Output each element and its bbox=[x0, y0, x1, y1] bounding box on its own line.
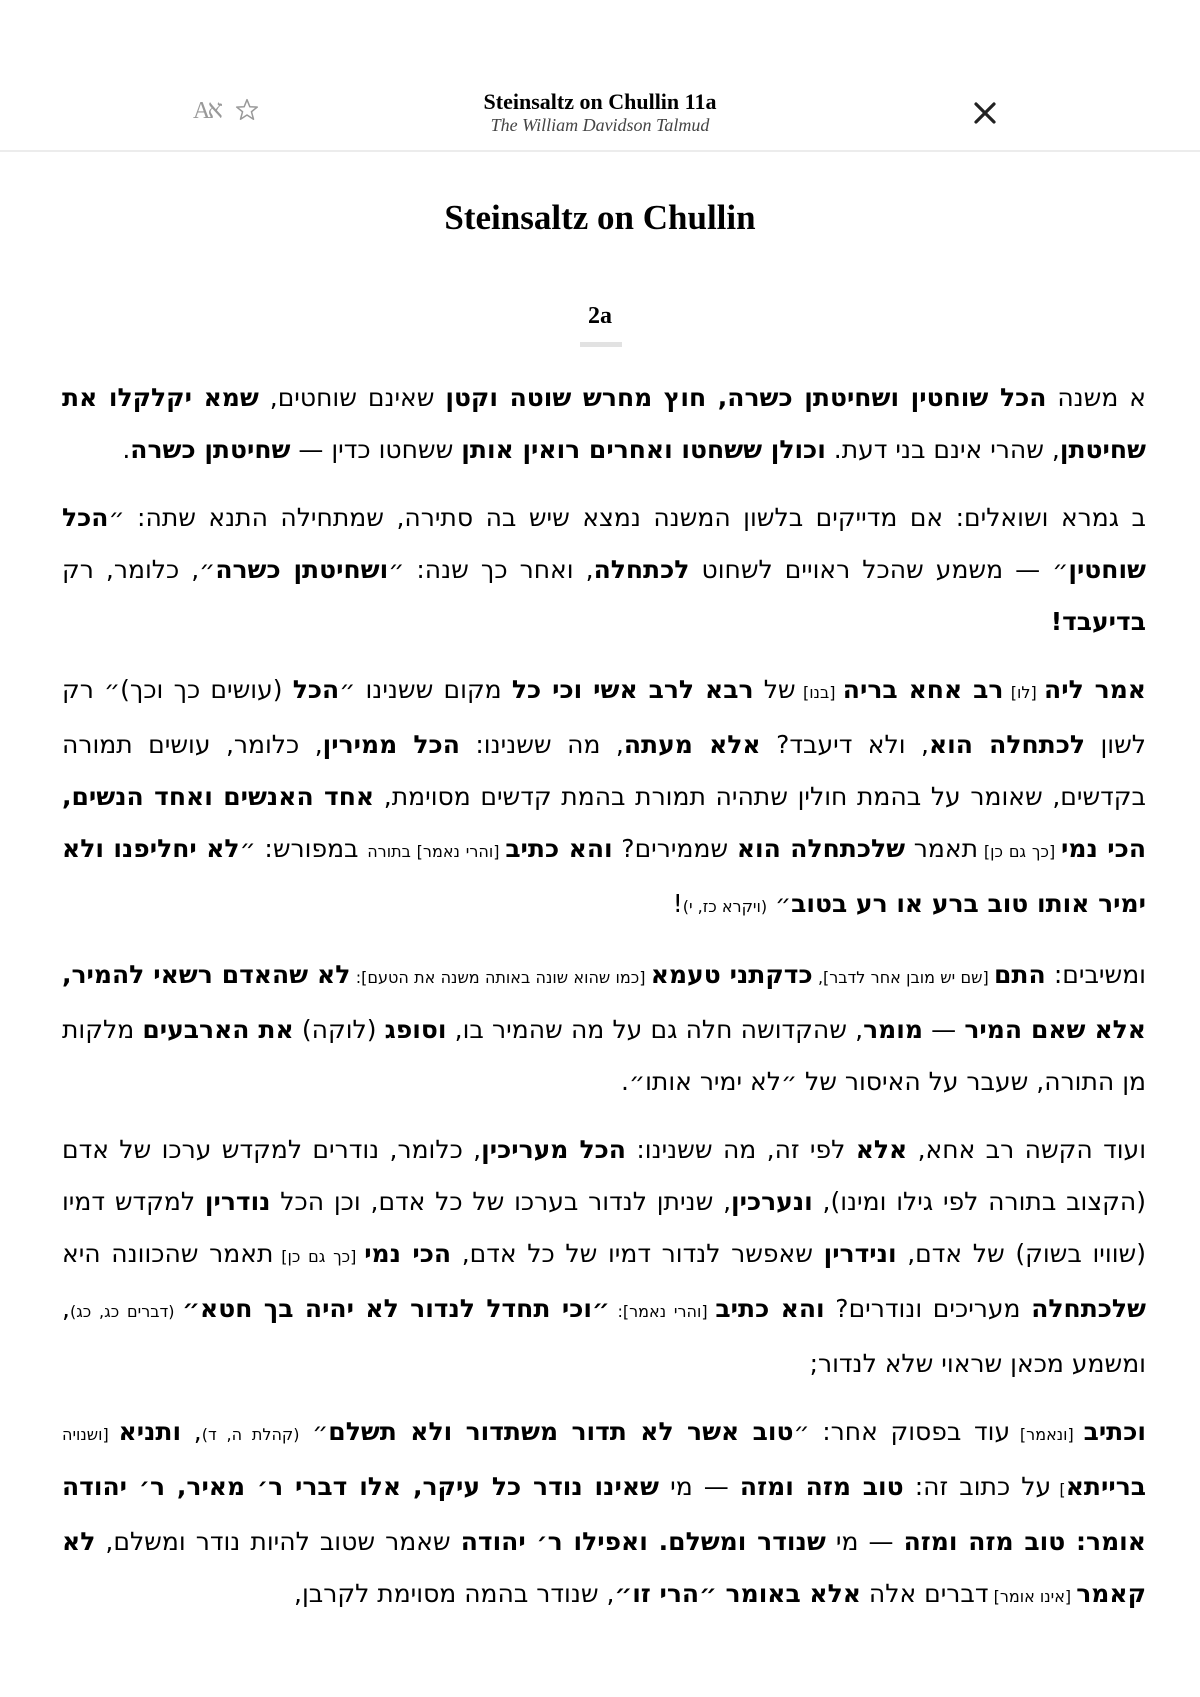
commentary-text-span: משנה bbox=[1046, 383, 1119, 412]
commentary-text-span: — מי bbox=[825, 1527, 904, 1556]
talmud-text: וכולן ששחטו ואחרים רואין אותן bbox=[461, 435, 826, 464]
commentary-text-span: , ולא דיעבד? bbox=[760, 730, 929, 759]
commentary-text-span: תאמר שהכוונה היא bbox=[62, 1239, 274, 1268]
commentary-paragraph[interactable] bbox=[62, 664, 1146, 933]
commentary-text-span: ״ bbox=[767, 889, 792, 918]
talmud-text: והא כתיב bbox=[715, 1294, 825, 1323]
commentary-text-span: , מה ששנינו: bbox=[459, 730, 624, 759]
commentary-text-span: , ואחר כך שנה: ״ bbox=[388, 555, 594, 584]
commentary-text-span: , שנודר בהמה מסוימת לקרבן, bbox=[294, 1579, 615, 1608]
talmud-text: הכל ממירין bbox=[322, 730, 460, 759]
talmud-text: אחד האנשים ואחד הנשים, הכי נמי bbox=[62, 782, 1146, 863]
talmud-text: הכל bbox=[292, 675, 340, 704]
commentary-text bbox=[62, 372, 1146, 1639]
talmud-text: מומר bbox=[863, 1015, 923, 1044]
daf-divider bbox=[580, 342, 622, 347]
commentary-text-span: , כלומר, עושים תמורה בקדשים, שאומר על בהמת חולין שתהיה תמורת בהמת קדשים מסוימת, bbox=[62, 730, 1146, 811]
bracket-note: [בנו] bbox=[795, 683, 843, 702]
talmud-text: אלא באומר ״הרי זו״ bbox=[614, 1579, 861, 1608]
bracket-note: [אינו אומר] bbox=[988, 1587, 1077, 1606]
talmud-text: לכתחלה הוא bbox=[928, 730, 1085, 759]
bracket-note: [והרי נאמר]: bbox=[609, 1302, 716, 1321]
commentary-text-span: תאמר bbox=[905, 834, 979, 863]
talmud-text: נודרין bbox=[204, 1187, 271, 1216]
commentary-text-span: , שהרי אינם בני דעת. bbox=[825, 435, 1060, 464]
talmud-text: אלא bbox=[855, 1135, 908, 1164]
talmud-text: הכל שוחטין ושחיטתן כשרה, חוץ מחרש שוטה וקטן bbox=[445, 383, 1047, 412]
commentary-text-span: , bbox=[181, 1417, 202, 1446]
header-title[interactable]: Steinsaltz on Chullin 11a bbox=[483, 89, 717, 114]
talmud-text: כדקתני טעמא bbox=[650, 960, 813, 989]
commentary-text-span: שאפשר לנדור דמיו של כל אדם, bbox=[451, 1239, 824, 1268]
commentary-text-span: ומשיבים: bbox=[1045, 960, 1146, 989]
talmud-text: רבא לרב אשי וכי כל bbox=[511, 675, 754, 704]
commentary-paragraph[interactable] bbox=[62, 372, 1146, 476]
commentary-text-span: ! bbox=[672, 889, 683, 918]
commentary-text-span: ועוד הקשה רב אחא, bbox=[907, 1135, 1147, 1164]
commentary-text-span: ב bbox=[1119, 503, 1147, 532]
commentary-text-span: ״ — משמע שהכל ראויים לשחוט bbox=[689, 555, 1069, 584]
bracket-note: [כמו שהוא שונה באותה משנה את הטעם]: bbox=[350, 968, 651, 987]
talmud-text: ״וכי תחדל לנדור לא יהיה בך חטא״ bbox=[182, 1294, 610, 1323]
talmud-text: התם bbox=[994, 960, 1046, 989]
talmud-text: ונידרין bbox=[823, 1239, 897, 1268]
talmud-text: והא כתיב bbox=[505, 834, 613, 863]
commentary-text-span: (עושים כך וכך)״ רק לשון bbox=[62, 675, 1147, 759]
bracket-note: (דברים כג, כג) bbox=[69, 1302, 183, 1321]
commentary-text-span: ״, כלומר, רק bbox=[62, 555, 216, 584]
talmud-text: רב אחא בריה bbox=[842, 675, 1004, 704]
commentary-text-span: שאינם שוחטים, bbox=[258, 383, 446, 412]
book-title: Steinsaltz on Chullin bbox=[444, 198, 756, 237]
commentary-text-span: ושואלים: אם מדייקים בלשון המשנה נמצא שיש בה סתירה, שמתחילה התנא שתה: ״ bbox=[108, 503, 1049, 532]
header-title-block bbox=[0, 89, 1200, 135]
bracket-note: [והרי נאמר] bbox=[410, 842, 506, 861]
commentary-text-span: על כתוב זה: bbox=[903, 1472, 1052, 1501]
bracket-note: [כך גם כן] bbox=[978, 842, 1062, 861]
talmud-text: הכל מעריכין bbox=[481, 1135, 626, 1164]
talmud-text: אמר ליה bbox=[1044, 675, 1146, 704]
commentary-text-span: — מי bbox=[658, 1472, 740, 1501]
talmud-text: לא יחליפנו ולא ימיר אותו טוב ברע או רע בטוב bbox=[62, 834, 1146, 918]
commentary-text-span: . bbox=[122, 435, 131, 464]
commentary-text-span: מקום ששנינו ״ bbox=[339, 675, 512, 704]
bracket-note: [כך גם כן] bbox=[273, 1247, 365, 1266]
talmud-text: שאינו נודר כל עיקר, אלו דברי ר׳ מאיר, ר׳ יהודה אומר: טוב מזה ומזה bbox=[62, 1472, 1146, 1556]
commentary-text-span: גמרא bbox=[1048, 503, 1120, 532]
commentary-text-span: א bbox=[1118, 383, 1146, 412]
commentary-text-span: דברים אלה bbox=[860, 1579, 989, 1608]
talmud-text: שחיטתן כשרה bbox=[130, 435, 291, 464]
talmud-text: אלא מעתה bbox=[623, 730, 761, 759]
commentary-text-span: (לוקה) bbox=[293, 1015, 385, 1044]
talmud-text: את הארבעים bbox=[142, 1015, 294, 1044]
bracket-note: [לו] bbox=[1003, 683, 1045, 702]
commentary-text-span: במפורש: ״ bbox=[239, 834, 368, 863]
bracket-note: (קהלת ה, ד) bbox=[201, 1425, 300, 1444]
bracket-note: (ויקרא כז, י) bbox=[682, 897, 768, 916]
daf-label: 2a bbox=[588, 303, 612, 329]
commentary-text-span: שאמר שטוב להיות נודר ומשלם, bbox=[95, 1527, 461, 1556]
commentary-paragraph[interactable] bbox=[62, 949, 1146, 1108]
talmud-text: שלכתחלה הוא bbox=[736, 834, 906, 863]
commentary-text-span: , שניתן לנדור בערכו של כל אדם, וכן הכל bbox=[270, 1187, 732, 1216]
commentary-paragraph[interactable] bbox=[62, 1406, 1146, 1623]
commentary-text-span: , ומשמע מכאן שראוי שלא לנדור; bbox=[62, 1294, 1146, 1378]
bracket-note: [ונאמר] bbox=[1010, 1425, 1084, 1444]
bracket-note: [ושנויה bbox=[62, 1425, 119, 1444]
bracket-note: [שם יש מובן אחר לדבר], bbox=[812, 968, 995, 987]
commentary-text-span: למקדש דמיו (שוויו בשוק) של אדם, bbox=[62, 1187, 1146, 1268]
talmud-text: שלכתחלה bbox=[1031, 1294, 1147, 1323]
talmud-text: ונערכין bbox=[731, 1187, 813, 1216]
commentary-text-span: — bbox=[922, 1015, 965, 1044]
talmud-text: וסופג bbox=[384, 1015, 447, 1044]
talmud-text: לא קאמר bbox=[62, 1527, 1146, 1608]
close-icon[interactable] bbox=[972, 100, 998, 126]
commentary-text-span: , שהקדושה חלה גם על מה שהמיר בו, bbox=[446, 1015, 864, 1044]
commentary-text-span: לפי זה, מה ששנינו: bbox=[625, 1135, 856, 1164]
commentary-text-span: של bbox=[753, 675, 796, 704]
commentary-text-span: עוד בפסוק אחר: ״ bbox=[793, 1417, 1011, 1446]
talmud-text: טוב מזה ומזה bbox=[739, 1472, 904, 1501]
commentary-text-span: ששחטו כדין — bbox=[290, 435, 462, 464]
talmud-text: שמא יקלקלו את שחיטתן bbox=[62, 383, 1146, 464]
font-size-icon[interactable]: Aא bbox=[193, 95, 220, 124]
talmud-text: וכתיב bbox=[1083, 1417, 1147, 1446]
talmud-text: לא שהאדם רשאי להמיר, אלא שאם המיר bbox=[62, 960, 1146, 1044]
commentary-text-span: מעריכים ונודרים? bbox=[824, 1294, 1032, 1323]
commentary-text-span: , כלומר, נודרים למקדש ערכו של אדם (הקצוב בתורה לפי גילו ומינו), bbox=[62, 1135, 1146, 1216]
header-subtitle: The William Davidson Talmud bbox=[490, 115, 710, 135]
talmud-text: ושחיטתן כשרה bbox=[215, 555, 389, 584]
bracket-note: בתורה bbox=[367, 842, 411, 861]
commentary-text-span: שממירים? bbox=[612, 834, 737, 863]
commentary-paragraph[interactable] bbox=[62, 1124, 1146, 1390]
talmud-text: הכי נמי bbox=[364, 1239, 452, 1268]
reader-header bbox=[0, 0, 1200, 152]
commentary-text-span: מלקות מן התורה, שעבר על האיסור של ״לא ימיר אותו״. bbox=[62, 1015, 1146, 1096]
talmud-text: הכל שוחטין bbox=[62, 503, 1146, 584]
bracket-note: ] bbox=[1051, 1480, 1066, 1499]
commentary-text-span: ״ bbox=[299, 1417, 329, 1446]
talmud-text: טוב אשר לא תדור משתדור ולא תשלם bbox=[328, 1417, 794, 1446]
talmud-text: ברייתא bbox=[1065, 1472, 1146, 1501]
talmud-text: לכתחלה bbox=[593, 555, 690, 584]
talmud-text: שנודר ומשלם. ואפילו ר׳ יהודה bbox=[460, 1527, 826, 1556]
commentary-paragraph[interactable] bbox=[62, 492, 1146, 648]
talmud-text: בדיעבד! bbox=[1050, 607, 1146, 636]
talmud-text: ותניא bbox=[118, 1417, 182, 1446]
